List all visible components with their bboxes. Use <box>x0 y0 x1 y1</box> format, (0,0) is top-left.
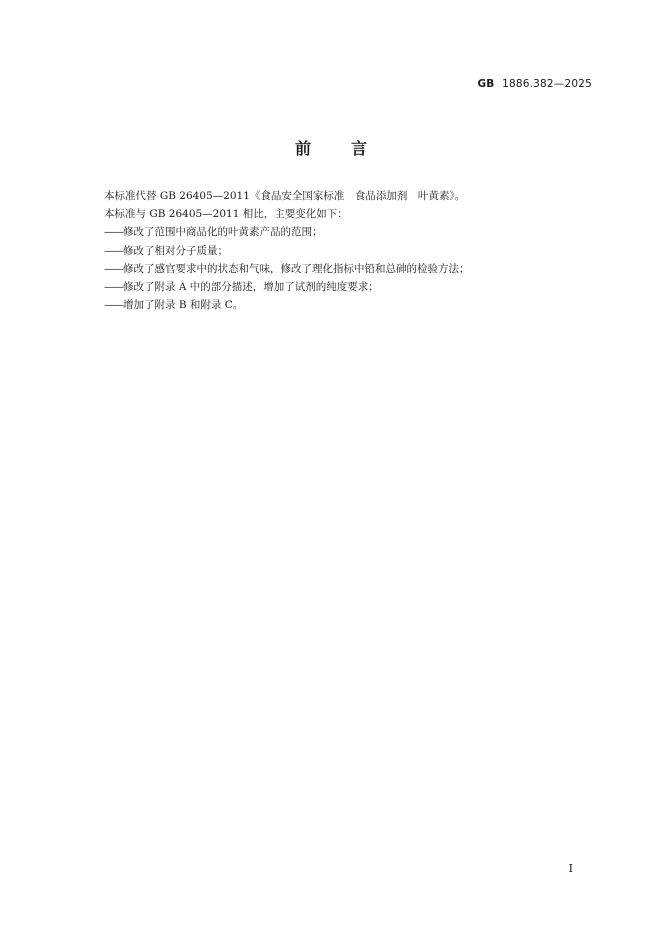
standard-prefix: GB <box>477 78 495 90</box>
dash-marker: —— <box>104 244 123 257</box>
change-item <box>104 260 584 278</box>
change-item <box>104 223 584 241</box>
change-text: 修改了附录 A 中的部分描述，增加了试剂的纯度要求； <box>123 281 379 294</box>
change-item <box>104 278 584 296</box>
page-title <box>0 136 662 159</box>
change-text: 修改了相对分子质量； <box>123 244 228 257</box>
dash-marker: —— <box>104 262 123 275</box>
change-text: 修改了感官要求中的状态和气味，修改了理化指标中铅和总砷的检验方法； <box>123 262 470 275</box>
dash-marker: —— <box>104 226 123 239</box>
standard-code <box>477 78 592 90</box>
paragraph-changes-intro: 本标准与 GB 26405—2011 相比，主要变化如下： <box>104 208 348 221</box>
change-text: 修改了范围中商品化的叶黄素产品的范围； <box>123 226 323 239</box>
paragraph-replaces: 本标准代替 GB 26405—2011《食品安全国家标准 食品添加剂 叶黄素》。 <box>104 190 466 202</box>
foreword-body <box>104 187 584 314</box>
dash-marker: —— <box>104 281 123 294</box>
change-text: 增加了附录 B 和附录 C。 <box>123 299 244 312</box>
dash-marker: —— <box>104 299 123 312</box>
change-item <box>104 296 584 314</box>
title-char-2: 言 <box>351 139 368 158</box>
change-item <box>104 242 584 260</box>
standard-number: 1886.382—2025 <box>502 78 592 90</box>
page-number: I <box>568 862 573 875</box>
title-char-1: 前 <box>294 139 311 158</box>
